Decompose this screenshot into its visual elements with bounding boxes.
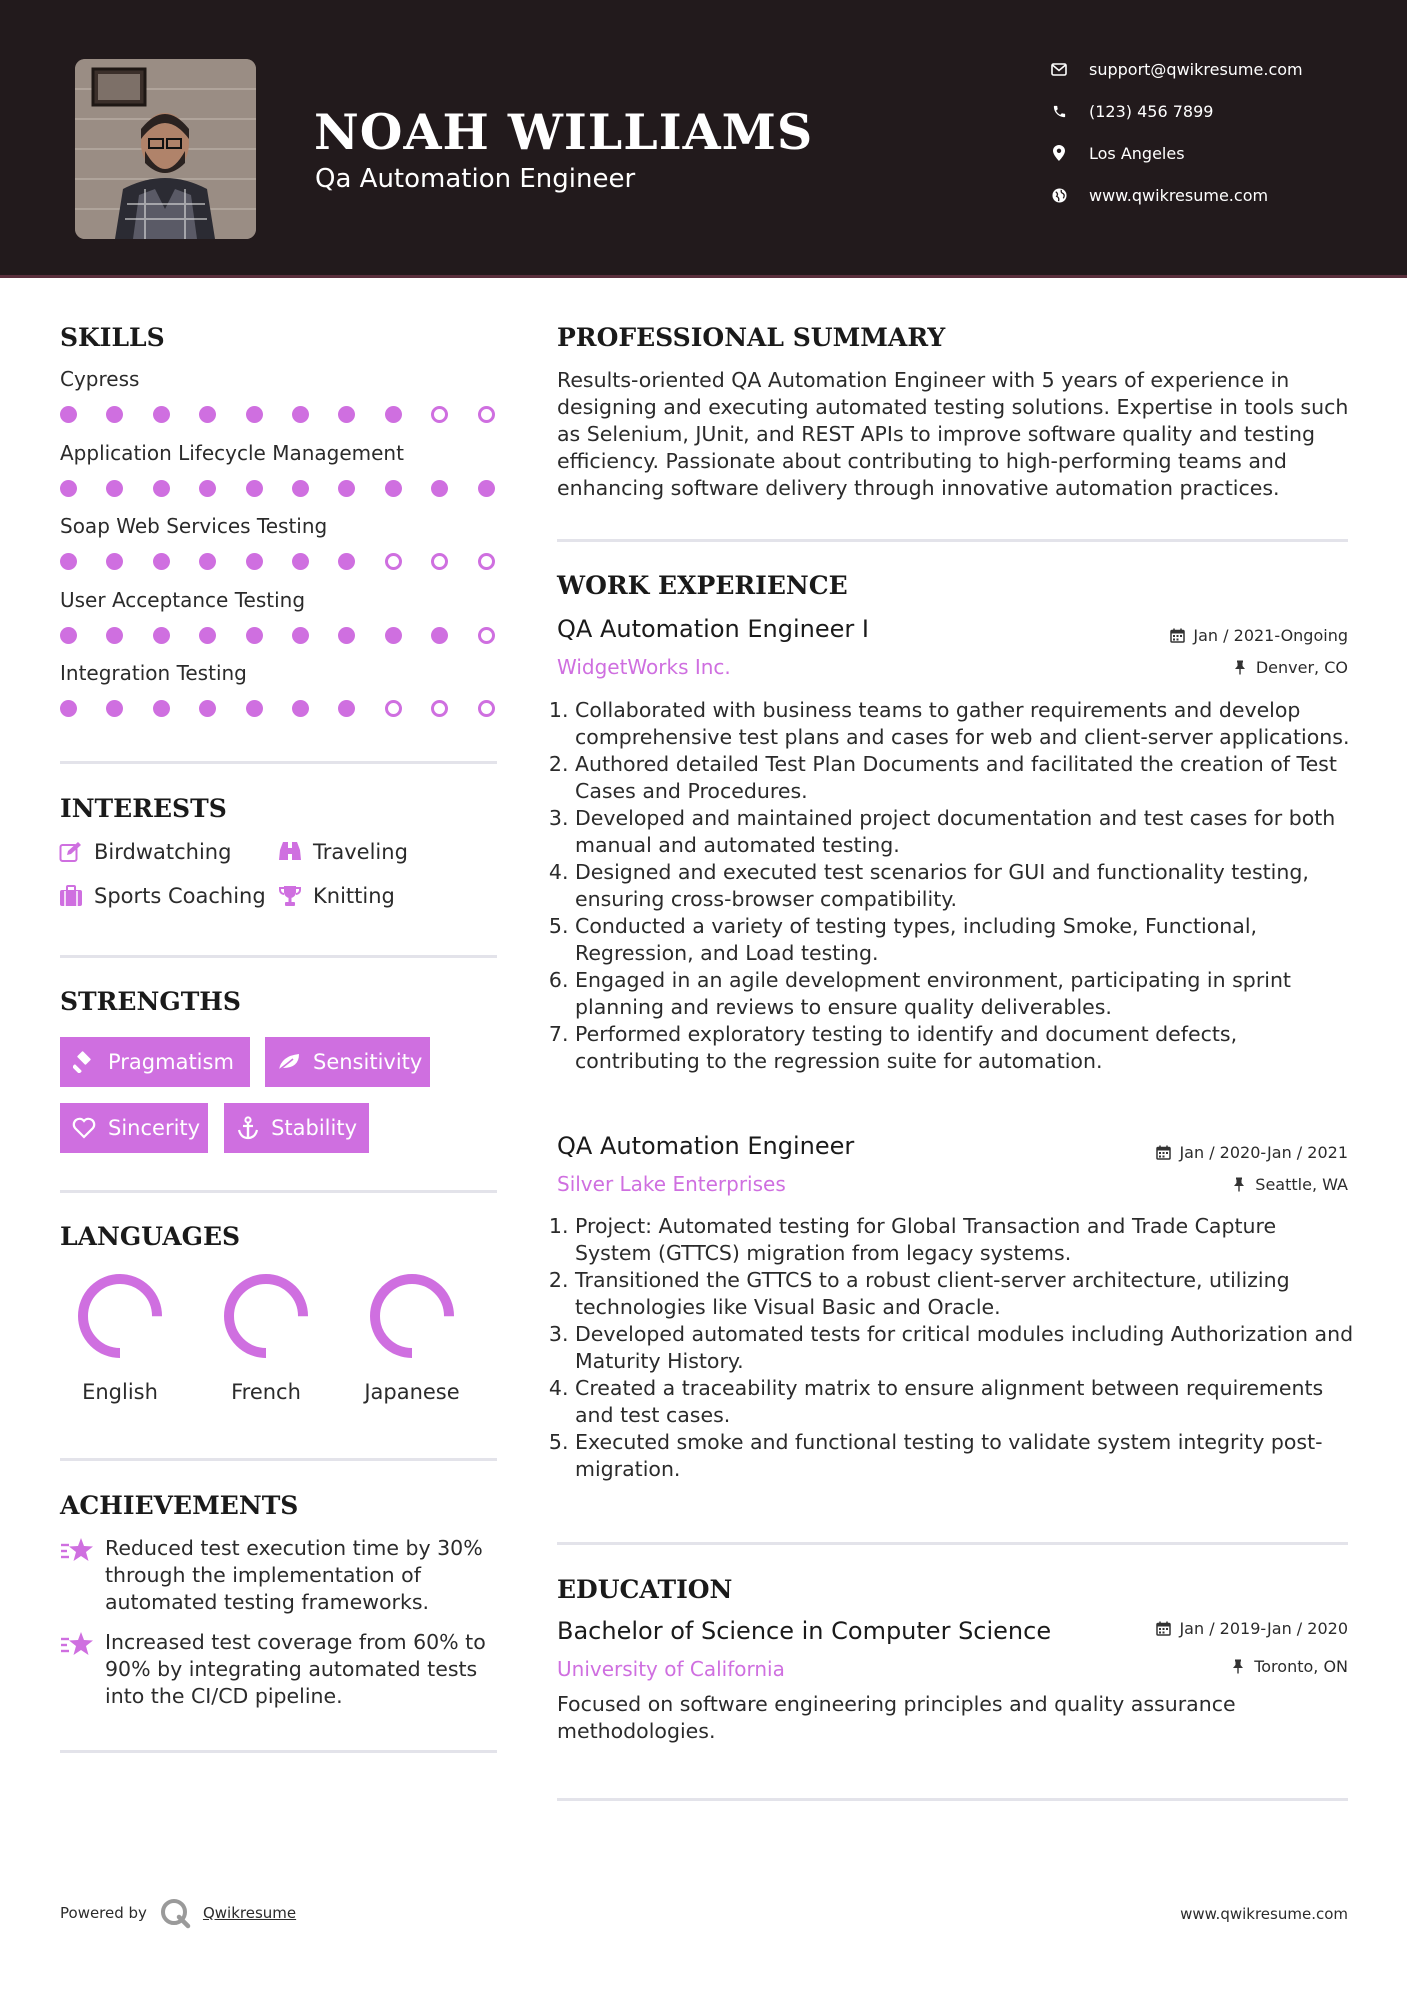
job-location bbox=[1231, 1175, 1348, 1194]
education-description: Focused on software engineering principles and quality assurance methodologies. bbox=[557, 1692, 1236, 1743]
skill-rating bbox=[60, 478, 500, 498]
responsibility-item: 6. Engaged in an agile development environment, participating in sprint planning and reviews to ensure quality deliverables. bbox=[575, 967, 1355, 1021]
skill-dot-filled bbox=[199, 406, 216, 423]
skill-dot-filled bbox=[292, 480, 309, 497]
briefcase-icon bbox=[58, 883, 84, 909]
trophy-icon bbox=[277, 883, 303, 909]
phone-icon bbox=[1050, 102, 1068, 120]
skill-dot-filled bbox=[246, 700, 263, 717]
summary-text: Results-oriented QA Automation Engineer with 5 years of experience in designing and executing automated testing solutions. Expertise in tools such as Selenium, JUnit, and REST APIs to improve software quality and testing efficiency. Passionate about contributing to high-performing teams and enhancing software delivery through innovative automation practices. bbox=[557, 368, 1349, 500]
job-dates-text: Jan / 2020-Jan / 2021 bbox=[1179, 1143, 1348, 1162]
contact-website-text: www.qwikresume.com bbox=[1089, 185, 1269, 205]
responsibility-item: 3. Developed and maintained project documentation and test cases for both manual and automated testing. bbox=[575, 805, 1355, 859]
skill-dot-filled bbox=[385, 627, 402, 644]
heart-icon bbox=[72, 1116, 96, 1140]
skill-rating bbox=[60, 625, 500, 645]
strength-chip bbox=[265, 1037, 430, 1087]
strength-chip bbox=[224, 1103, 369, 1153]
calendar-icon bbox=[1155, 1145, 1171, 1161]
section-divider bbox=[60, 955, 497, 958]
job-company: WidgetWorks Inc. bbox=[557, 655, 731, 679]
skill-dot-filled bbox=[153, 553, 170, 570]
skill-dot-filled bbox=[106, 553, 123, 570]
skill-rating bbox=[60, 698, 500, 718]
strength-label: Pragmatism bbox=[108, 1050, 234, 1074]
skill-dot-filled bbox=[106, 406, 123, 423]
achievement-text: Reduced test execution time by 30% through the implementation of automated testing frameworks. bbox=[105, 1536, 483, 1614]
job-responsibilities bbox=[575, 697, 1355, 1075]
gavel-icon bbox=[72, 1050, 96, 1074]
skill-dot-empty bbox=[478, 700, 495, 717]
contact-email[interactable] bbox=[1050, 57, 1350, 81]
skill-dot-filled bbox=[292, 406, 309, 423]
skill-dot-filled bbox=[338, 406, 355, 423]
skill-dot-filled bbox=[246, 406, 263, 423]
skill-dot-filled bbox=[246, 480, 263, 497]
skill-dot-filled bbox=[60, 406, 77, 423]
interest-label: Traveling bbox=[313, 840, 408, 864]
contact-phone-text: (123) 456 7899 bbox=[1089, 101, 1214, 121]
candidate-name: NOAH WILLIAMS bbox=[314, 103, 814, 161]
responsibility-item: 1. Collaborated with business teams to gather requirements and develop comprehensive test plans and cases for web and client-server applications. bbox=[575, 697, 1355, 751]
responsibility-item: 4. Designed and executed test scenarios for GUI and functionality testing, ensuring cross-browser compatibility. bbox=[575, 859, 1355, 913]
job-dates bbox=[1155, 1143, 1348, 1162]
skill-dot-filled bbox=[199, 553, 216, 570]
achievement-text: Increased test coverage from 60% to 90% by integrating automated tests into the CI/CD pipeline. bbox=[105, 1630, 486, 1708]
qwikresume-logo-icon bbox=[159, 1897, 191, 1929]
summary-heading: PROFESSIONAL SUMMARY bbox=[557, 323, 946, 352]
skill-dot-filled bbox=[431, 480, 448, 497]
skill-dot-empty bbox=[431, 406, 448, 423]
skill-dot-filled bbox=[478, 480, 495, 497]
language-arc-fill bbox=[229, 1279, 303, 1353]
section-divider bbox=[60, 1458, 497, 1461]
skill-dot-empty bbox=[478, 627, 495, 644]
skill-dot-filled bbox=[338, 480, 355, 497]
achievement-item bbox=[60, 1535, 500, 1616]
pushpin-icon bbox=[1231, 1177, 1247, 1193]
map-pin-icon bbox=[1050, 144, 1068, 162]
skill-dot-filled bbox=[153, 700, 170, 717]
section-divider bbox=[60, 1750, 497, 1753]
star-icon bbox=[60, 1631, 94, 1659]
section-divider bbox=[557, 1542, 1348, 1545]
strength-label: Sensitivity bbox=[313, 1050, 423, 1074]
binoculars-icon bbox=[277, 839, 303, 865]
education-school: University of California bbox=[557, 1657, 785, 1681]
candidate-title: Qa Automation Engineer bbox=[315, 164, 636, 194]
skill-dot-filled bbox=[246, 627, 263, 644]
job-responsibilities bbox=[575, 1213, 1355, 1483]
skill-dot-filled bbox=[338, 627, 355, 644]
job-location-text: Denver, CO bbox=[1255, 658, 1348, 677]
contact-phone[interactable] bbox=[1050, 99, 1350, 123]
qwikresume-link[interactable]: Qwikresume bbox=[202, 1904, 297, 1922]
globe-icon bbox=[1050, 186, 1068, 204]
skill-dot-filled bbox=[292, 700, 309, 717]
achievements-heading: ACHIEVEMENTS bbox=[60, 1491, 299, 1520]
section-divider bbox=[557, 1798, 1348, 1801]
skill-dot-empty bbox=[385, 553, 402, 570]
envelope-icon bbox=[1050, 60, 1068, 78]
calendar-icon bbox=[1169, 628, 1185, 644]
skill-dot-filled bbox=[60, 700, 77, 717]
skill-dot-filled bbox=[60, 627, 77, 644]
skill-dot-filled bbox=[153, 480, 170, 497]
responsibility-item: 2. Transitioned the GTTCS to a robust client-server architecture, utilizing technologies like Visual Basic and Oracle. bbox=[575, 1267, 1355, 1321]
skill-dot-filled bbox=[199, 480, 216, 497]
skill-dot-filled bbox=[60, 553, 77, 570]
star-icon bbox=[60, 1537, 94, 1565]
skill-dot-empty bbox=[478, 553, 495, 570]
pushpin-icon bbox=[1230, 1659, 1246, 1675]
responsibility-item: 1. Project: Automated testing for Global Transaction and Trade Capture System (GTTCS) migration from legacy systems. bbox=[575, 1213, 1355, 1267]
education-degree: Bachelor of Science in Computer Science bbox=[557, 1617, 1052, 1645]
skill-dot-empty bbox=[431, 553, 448, 570]
job-title: QA Automation Engineer I bbox=[557, 615, 869, 643]
interest-label: Knitting bbox=[313, 884, 395, 908]
section-divider bbox=[60, 761, 497, 764]
skill-dot-filled bbox=[60, 480, 77, 497]
skill-dot-filled bbox=[431, 627, 448, 644]
achievement-item bbox=[60, 1629, 500, 1710]
skill-dot-filled bbox=[292, 553, 309, 570]
education-heading: EDUCATION bbox=[557, 1575, 733, 1604]
job-title: QA Automation Engineer bbox=[557, 1132, 855, 1160]
responsibility-item: 2. Authored detailed Test Plan Documents and facilitated the creation of Test Cases and Procedures. bbox=[575, 751, 1355, 805]
skill-name: Integration Testing bbox=[60, 661, 247, 685]
powered-by-label: Powered by bbox=[60, 1904, 147, 1922]
education-dates-text: Jan / 2019-Jan / 2020 bbox=[1179, 1619, 1348, 1638]
job-location bbox=[1232, 658, 1348, 677]
language-label: Japanese bbox=[364, 1380, 460, 1404]
language-label: French bbox=[231, 1380, 301, 1404]
leaf-icon bbox=[277, 1050, 301, 1074]
skill-dot-filled bbox=[199, 700, 216, 717]
job-dates bbox=[1169, 626, 1348, 645]
skill-dot-empty bbox=[385, 700, 402, 717]
footer-branding bbox=[60, 1897, 296, 1929]
skill-dot-filled bbox=[246, 553, 263, 570]
pushpin-icon bbox=[1232, 660, 1248, 676]
languages-heading: LANGUAGES bbox=[60, 1222, 241, 1251]
interests-heading: INTERESTS bbox=[60, 794, 227, 823]
skill-dot-filled bbox=[199, 627, 216, 644]
language-proficiency-arc bbox=[366, 1270, 458, 1362]
anchor-icon bbox=[236, 1116, 259, 1140]
contact-location-text: Los Angeles bbox=[1089, 143, 1185, 163]
responsibility-item: 5. Executed smoke and functional testing to validate system integrity post-migration. bbox=[575, 1429, 1355, 1483]
skill-rating bbox=[60, 551, 500, 571]
skill-dot-filled bbox=[292, 627, 309, 644]
skill-dot-filled bbox=[106, 700, 123, 717]
header-accent-line bbox=[0, 275, 1407, 278]
job-dates-text: Jan / 2021-Ongoing bbox=[1193, 626, 1348, 645]
language-label: English bbox=[82, 1380, 158, 1404]
profile-photo bbox=[75, 59, 256, 239]
education-dates bbox=[1155, 1619, 1348, 1638]
responsibility-item: 4. Created a traceability matrix to ensure alignment between requirements and test cases. bbox=[575, 1375, 1355, 1429]
strength-label: Stability bbox=[271, 1116, 357, 1140]
language-proficiency-arc bbox=[74, 1270, 166, 1362]
interest-label: Sports Coaching bbox=[94, 884, 266, 908]
skill-dot-empty bbox=[478, 406, 495, 423]
skill-dot-filled bbox=[338, 700, 355, 717]
section-divider bbox=[557, 539, 1348, 542]
interest-item bbox=[58, 838, 231, 866]
language-item bbox=[347, 1270, 477, 1404]
edit-icon bbox=[58, 839, 84, 865]
language-item bbox=[55, 1270, 185, 1404]
skill-dot-filled bbox=[385, 406, 402, 423]
skill-dot-filled bbox=[153, 406, 170, 423]
strength-chip bbox=[60, 1037, 250, 1087]
skill-dot-filled bbox=[385, 480, 402, 497]
strength-chip bbox=[60, 1103, 208, 1153]
skill-name: Soap Web Services Testing bbox=[60, 514, 328, 538]
experience-heading: WORK EXPERIENCE bbox=[557, 571, 848, 600]
contact-email-text: support@qwikresume.com bbox=[1089, 59, 1303, 79]
responsibility-item: 5. Conducted a variety of testing types, including Smoke, Functional, Regression, and Load testing. bbox=[575, 913, 1355, 967]
skills-heading: SKILLS bbox=[60, 323, 165, 352]
skill-dot-filled bbox=[153, 627, 170, 644]
skill-dot-filled bbox=[106, 480, 123, 497]
job-location-text: Seattle, WA bbox=[1255, 1175, 1348, 1194]
calendar-icon bbox=[1155, 1621, 1171, 1637]
strength-label: Sincerity bbox=[108, 1116, 201, 1140]
responsibility-item: 7. Performed exploratory testing to identify and document defects, contributing to the regression suite for automation. bbox=[575, 1021, 1355, 1075]
section-divider bbox=[60, 1190, 497, 1193]
language-item bbox=[201, 1270, 331, 1404]
interest-item bbox=[277, 882, 395, 910]
job-company: Silver Lake Enterprises bbox=[557, 1172, 786, 1196]
skill-dot-empty bbox=[431, 700, 448, 717]
skill-dot-filled bbox=[106, 627, 123, 644]
contact-website[interactable] bbox=[1050, 183, 1350, 207]
skill-name: Cypress bbox=[60, 367, 140, 391]
language-proficiency-arc bbox=[220, 1270, 312, 1362]
responsibility-item: 3. Developed automated tests for critical modules including Authorization and Maturity History. bbox=[575, 1321, 1355, 1375]
education-location-text: Toronto, ON bbox=[1254, 1657, 1348, 1676]
interest-item bbox=[277, 838, 408, 866]
skill-dot-filled bbox=[338, 553, 355, 570]
language-arc-fill bbox=[83, 1279, 157, 1353]
education-location bbox=[1230, 1657, 1348, 1676]
interest-label: Birdwatching bbox=[94, 840, 232, 864]
interest-item bbox=[58, 882, 266, 910]
footer-url[interactable]: www.qwikresume.com bbox=[1180, 1905, 1348, 1923]
strengths-heading: STRENGTHS bbox=[60, 987, 241, 1016]
contact-location bbox=[1050, 141, 1350, 165]
skill-rating bbox=[60, 404, 500, 424]
language-arc-fill bbox=[375, 1279, 449, 1353]
skill-name: User Acceptance Testing bbox=[60, 587, 306, 612]
skill-name: Application Lifecycle Management bbox=[60, 440, 404, 465]
